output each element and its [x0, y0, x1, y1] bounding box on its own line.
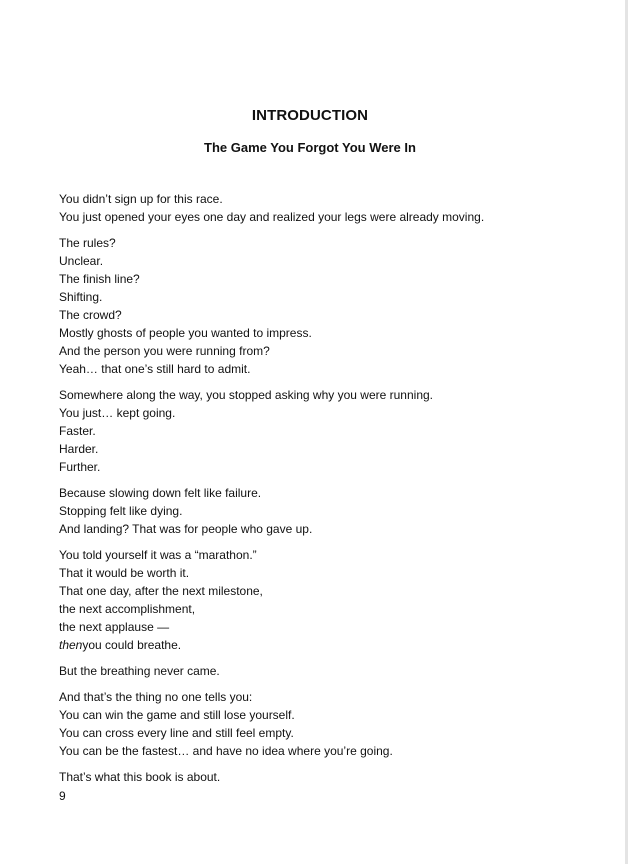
text-line: But the breathing never came. [59, 664, 220, 678]
text-line: That’s what this book is about. [59, 770, 221, 784]
text-line: That one day, after the next milestone, [59, 584, 263, 598]
text-line: You can be the fastest… and have no idea where you’re going. [59, 744, 393, 758]
text-line: Further. [59, 460, 101, 474]
text-line: Faster. [59, 424, 96, 438]
chapter-subtitle: The Game You Forgot You Were In [204, 140, 416, 155]
text-line: the next accomplishment, [59, 602, 196, 616]
text-line: Yeah… that one’s still hard to admit. [59, 362, 251, 376]
text-line: You didn’t sign up for this race. [59, 192, 223, 206]
paragraph-3 [59, 386, 599, 476]
text-line: And the person you were running from? [59, 344, 270, 358]
text-line: Stopping felt like dying. [59, 504, 183, 518]
paragraph-6 [59, 662, 599, 680]
paragraph-2 [59, 234, 599, 378]
paragraph-4 [59, 484, 599, 538]
page-number: 9 [59, 789, 66, 803]
text-line: You can win the game and still lose yourself. [59, 708, 295, 722]
text-line: The rules? [59, 236, 116, 250]
emphasis-then: then [59, 638, 83, 652]
text-line: the next applause — [59, 620, 170, 634]
paragraph-7 [59, 688, 599, 760]
text-line: You can cross every line and still feel empty. [59, 726, 294, 740]
text-line: You just… kept going. [59, 406, 176, 420]
text-line-rest: you could breathe. [82, 638, 182, 652]
text-line: You told yourself it was a “marathon.” [59, 548, 257, 562]
text-line: The finish line? [59, 272, 140, 286]
text-line-emphasis [59, 636, 599, 654]
paragraph-5 [59, 546, 599, 654]
text-line: That it would be worth it. [59, 566, 190, 580]
text-line: Somewhere along the way, you stopped asking why you were running. [59, 388, 433, 402]
body-text [59, 190, 599, 794]
text-line: Mostly ghosts of people you wanted to impress. [59, 326, 312, 340]
text-line: Shifting. [59, 290, 103, 304]
paragraph-1 [59, 190, 599, 226]
text-line: You just opened your eyes one day and realized your legs were already moving. [59, 210, 485, 224]
text-line: Because slowing down felt like failure. [59, 486, 262, 500]
paragraph-8 [59, 768, 599, 786]
text-line: And that’s the thing no one tells you: [59, 690, 253, 704]
text-line: The crowd? [59, 308, 122, 322]
text-line: Unclear. [59, 254, 104, 268]
chapter-title: INTRODUCTION [251, 107, 369, 124]
text-line: And landing? That was for people who gave up. [59, 522, 313, 536]
text-line: Harder. [59, 442, 99, 456]
